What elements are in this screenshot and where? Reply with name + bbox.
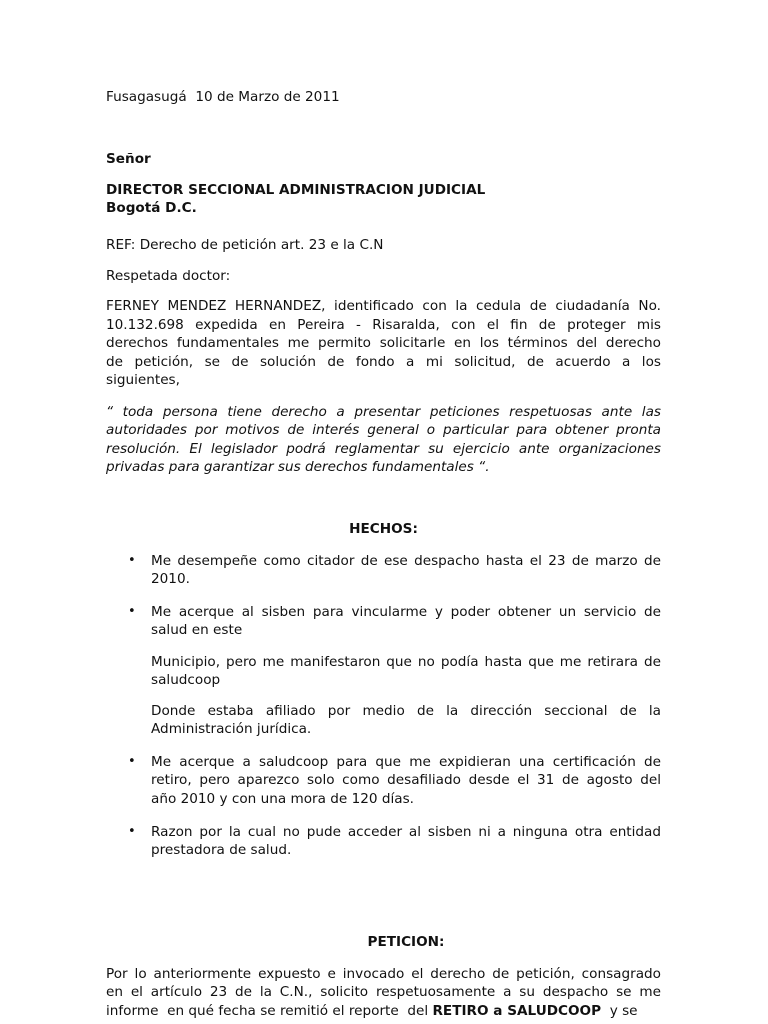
- hecho-3-line: año 2010 y con una mora de 120 días.: [151, 791, 414, 807]
- hechos-heading: HECHOS:: [349, 521, 418, 537]
- reference-line: REF: Derecho de petición art. 23 e la C.N: [106, 237, 384, 253]
- hecho-2-continuation: Municipio, pero me manifestaron que no podía hasta que me retirara de: [151, 654, 661, 670]
- quote-line: autoridades por motivos de interés general o particular para obtener pronta: [106, 422, 661, 438]
- salutation-title: Señor: [106, 151, 151, 167]
- peticion-text: informe en qué fecha se remitió el reporte del: [106, 1003, 433, 1019]
- hecho-2-continuation: Donde estaba afiliado por medio de la dirección seccional de la: [151, 703, 661, 719]
- hecho-1-line: 2010.: [151, 571, 190, 587]
- peticion-text: y se: [601, 1003, 638, 1019]
- retiro-saludcoop-emphasis: RETIRO a SALUDCOOP: [432, 1003, 602, 1019]
- hecho-2-line: Me acerque al sisben para vincularme y poder obtener un servicio de: [151, 604, 661, 620]
- bullet-marker: •: [128, 553, 136, 568]
- intro-line: FERNEY MENDEZ HERNANDEZ, identificado con la cedula de ciudadanía No.: [106, 298, 661, 314]
- quote-line: “ toda persona tiene derecho a presentar peticiones respetuosas ante las: [106, 404, 661, 420]
- hecho-4-line: Razon por la cual no pude acceder al sisben ni a ninguna otra entidad: [151, 824, 661, 840]
- hecho-1-line: Me desempeñe como citador de ese despacho hasta el 23 de marzo de: [151, 553, 661, 569]
- recipient-line-2: Bogotá D.C.: [106, 200, 197, 216]
- bullet-marker: •: [128, 754, 136, 769]
- quote-line: privadas para garantizar sus derechos fundamentales “.: [106, 459, 490, 475]
- recipient-line-1: DIRECTOR SECCIONAL ADMINISTRACION JUDICIAL: [106, 182, 486, 198]
- intro-line: siguientes,: [106, 372, 180, 388]
- hecho-2-continuation: saludcoop: [151, 672, 221, 688]
- hecho-4-line: prestadora de salud.: [151, 842, 292, 858]
- quote-line: resolución. El legislador podrá reglamentar su ejercicio ante organizaciones: [106, 441, 661, 457]
- intro-line: 10.132.698 expedida en Pereira - Risaralda, con el fin de proteger mis: [106, 317, 661, 333]
- peticion-line: Por lo anteriormente expuesto e invocado el derecho de petición, consagrado: [106, 966, 661, 982]
- intro-line: de petición, se de solución de fondo a mi solicitud, de acuerdo a los: [106, 354, 661, 370]
- bullet-marker: •: [128, 824, 136, 839]
- hecho-2-continuation: Administración jurídica.: [151, 721, 312, 737]
- hecho-2-line: salud en este: [151, 622, 243, 638]
- hecho-3-line: retiro, pero aparezco solo como desafiliado desde el 31 de agosto del: [151, 772, 661, 788]
- peticion-heading: PETICION:: [367, 934, 445, 950]
- place-date: Fusagasugá 10 de Marzo de 2011: [106, 89, 340, 105]
- hecho-3-line: Me acerque a saludcoop para que me expidieran una certificación de: [151, 754, 661, 770]
- greeting: Respetada doctor:: [106, 268, 231, 284]
- peticion-line: [106, 1002, 638, 1020]
- intro-line: derechos fundamentales me permito solicitarle en los términos del derecho: [106, 335, 661, 351]
- peticion-line: en el artículo 23 de la C.N., solicito respetuosamente a su despacho se me: [106, 984, 661, 1000]
- bullet-marker: •: [128, 604, 136, 619]
